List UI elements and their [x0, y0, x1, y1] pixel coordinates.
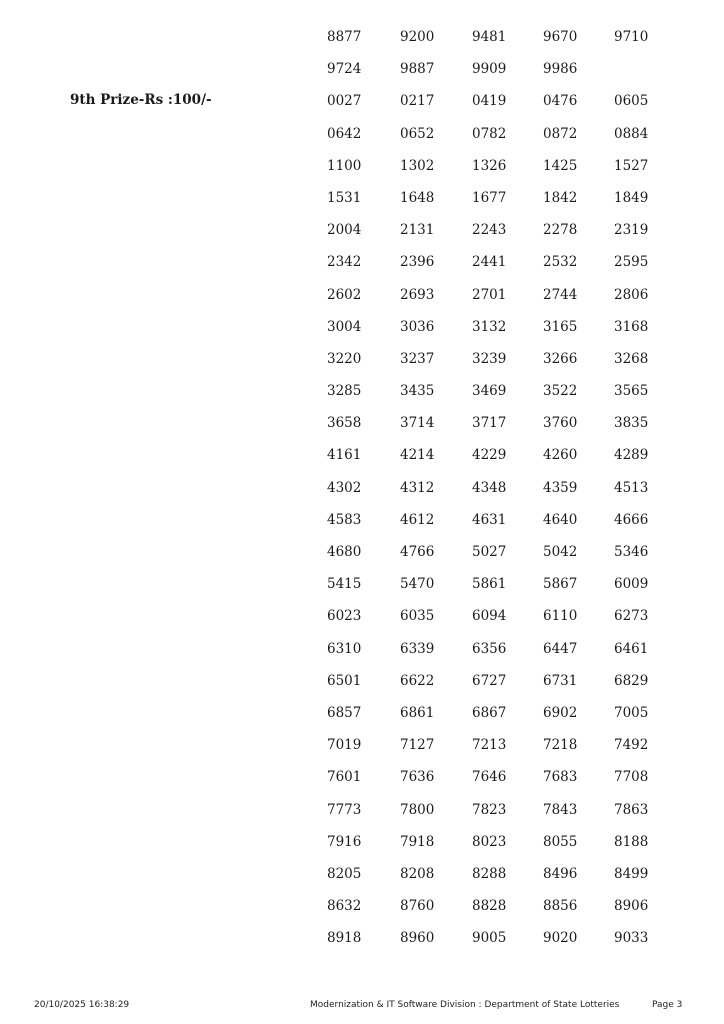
number-row: [327, 124, 687, 156]
winning-number: 7005: [614, 704, 649, 721]
number-row: [327, 864, 687, 896]
prize-heading: 9th Prize-Rs :100/-: [70, 92, 212, 108]
winning-number: 5346: [614, 544, 649, 560]
number-row: [327, 220, 687, 252]
winning-number: 8877: [327, 29, 362, 45]
winning-number: 6310: [327, 640, 362, 657]
winning-number: 7843: [543, 801, 578, 818]
winning-number: 2532: [543, 254, 578, 271]
winning-number: 4631: [472, 511, 507, 528]
winning-number: 4612: [400, 511, 435, 528]
winning-number: 7863: [614, 801, 649, 818]
winning-number: 5861: [472, 576, 507, 593]
winning-number: 3835: [614, 415, 649, 432]
winning-number: 4289: [614, 447, 649, 464]
winning-number: 2396: [400, 254, 435, 271]
winning-number: 1531: [327, 189, 362, 206]
winning-number: 3469: [472, 383, 507, 400]
number-row: [327, 349, 687, 381]
winning-number: 9020: [543, 930, 578, 947]
winning-number: 1527: [614, 157, 649, 174]
winning-number: 0872: [543, 125, 578, 142]
winning-number: 8960: [400, 930, 435, 947]
winning-number: 8023: [472, 833, 507, 850]
winning-number: 7492: [614, 737, 649, 754]
winning-number: 1100: [327, 157, 362, 174]
winning-number: 5470: [400, 576, 435, 593]
winning-number: 2441: [472, 254, 507, 271]
number-row: [327, 91, 687, 123]
number-row: [327, 896, 687, 928]
number-row: [327, 671, 687, 703]
number-row: [327, 156, 687, 188]
winning-number: 2701: [472, 286, 507, 303]
winning-number: 0605: [614, 93, 649, 110]
winning-number: 5867: [543, 576, 578, 593]
winning-number: 3717: [472, 415, 507, 432]
winning-number: 9200: [400, 29, 435, 45]
winning-number: 6731: [543, 672, 578, 689]
winning-number: 4513: [614, 479, 649, 496]
winning-number: 3004: [327, 318, 362, 335]
winning-number: 5415: [327, 576, 362, 593]
number-row: [327, 542, 687, 574]
winning-number: 9887: [400, 61, 435, 78]
winning-number: 3266: [543, 350, 578, 367]
winning-number: 4229: [472, 447, 507, 464]
winning-number: 3132: [472, 318, 507, 335]
winning-number: 7636: [400, 769, 435, 786]
winning-number: 3658: [327, 415, 362, 432]
winning-number: 2319: [614, 222, 649, 239]
winning-number: 8918: [327, 930, 362, 947]
winning-number: 8188: [614, 833, 649, 850]
number-row: [327, 413, 687, 445]
winning-number: 0642: [327, 125, 362, 142]
winning-number: 4302: [327, 479, 362, 496]
winning-number: 6035: [400, 608, 435, 625]
winning-number: 6902: [543, 704, 578, 721]
number-row: [327, 639, 687, 671]
number-row: [327, 478, 687, 510]
winning-number: 4161: [327, 447, 362, 464]
winning-number: 6622: [400, 672, 435, 689]
winning-number: 1849: [614, 189, 649, 206]
number-row: [327, 735, 687, 767]
number-row: [327, 510, 687, 542]
winning-number: 9033: [614, 930, 649, 947]
winning-number: 8208: [400, 865, 435, 882]
winning-number: 6829: [614, 672, 649, 689]
winning-number: 6023: [327, 608, 362, 625]
winning-number: 2806: [614, 286, 649, 303]
winning-number: 3565: [614, 383, 649, 400]
winning-number: 9710: [614, 29, 649, 45]
winning-number: 3435: [400, 383, 435, 400]
winning-number: 1302: [400, 157, 435, 174]
winning-number: 6110: [543, 608, 578, 625]
winning-number: 3237: [400, 350, 435, 367]
winning-number: 6861: [400, 704, 435, 721]
winning-number: 3220: [327, 350, 362, 367]
winning-number: 6356: [472, 640, 507, 657]
winning-number: 4640: [543, 511, 578, 528]
winning-number: 6447: [543, 640, 578, 657]
winning-number: 6867: [472, 704, 507, 721]
winning-number: 1677: [472, 189, 507, 206]
winning-number: 7773: [327, 801, 362, 818]
winning-number: 8906: [614, 898, 649, 915]
winning-number: 1326: [472, 157, 507, 174]
winning-number: 4312: [400, 479, 435, 496]
winning-number: 0782: [472, 125, 507, 142]
winning-number: 4766: [400, 544, 435, 560]
winning-number: 4348: [472, 479, 507, 496]
winning-numbers-grid: [327, 27, 687, 960]
winning-number: 7218: [543, 737, 578, 754]
winning-number: 3168: [614, 318, 649, 335]
winning-number: 4260: [543, 447, 578, 464]
winning-number: 4680: [327, 544, 362, 560]
winning-number: 1648: [400, 189, 435, 206]
number-row: [327, 703, 687, 735]
winning-number: 7019: [327, 737, 362, 754]
winning-number: 7708: [614, 769, 649, 786]
number-row: [327, 800, 687, 832]
winning-number: 8288: [472, 865, 507, 882]
winning-number: 0652: [400, 125, 435, 142]
winning-number: 8760: [400, 898, 435, 915]
winning-number: 7800: [400, 801, 435, 818]
winning-number: 2693: [400, 286, 435, 303]
winning-number: 8055: [543, 833, 578, 850]
winning-number: 6009: [614, 576, 649, 593]
winning-number: 8828: [472, 898, 507, 915]
winning-number: 2004: [327, 222, 362, 239]
winning-number: 3268: [614, 350, 649, 367]
winning-number: 6273: [614, 608, 649, 625]
winning-number: 7601: [327, 769, 362, 786]
winning-number: 9909: [472, 61, 507, 78]
winning-number: 5042: [543, 544, 578, 560]
winning-number: 2243: [472, 222, 507, 239]
winning-number: 9986: [543, 61, 578, 78]
winning-number: 7646: [472, 769, 507, 786]
winning-number: 2602: [327, 286, 362, 303]
winning-number: 1842: [543, 189, 578, 206]
number-row: [327, 445, 687, 477]
winning-number: 2342: [327, 254, 362, 271]
winning-number: 0419: [472, 93, 507, 110]
winning-number: 0027: [327, 93, 362, 110]
winning-number: 6094: [472, 608, 507, 625]
winning-number: 7127: [400, 737, 435, 754]
winning-number: 6501: [327, 672, 362, 689]
number-row: [327, 285, 687, 317]
number-row: [327, 27, 687, 59]
winning-number: 5027: [472, 544, 507, 560]
number-row: [327, 574, 687, 606]
winning-number: 4666: [614, 511, 649, 528]
winning-number: 6857: [327, 704, 362, 721]
winning-number: 8205: [327, 865, 362, 882]
winning-number: 3165: [543, 318, 578, 335]
number-row: [327, 59, 687, 91]
winning-number: 3760: [543, 415, 578, 432]
winning-number: 8856: [543, 898, 578, 915]
winning-number: 2744: [543, 286, 578, 303]
winning-number: 3522: [543, 383, 578, 400]
number-row: [327, 381, 687, 413]
number-row: [327, 317, 687, 349]
winning-number: 6727: [472, 672, 507, 689]
winning-number: 3036: [400, 318, 435, 335]
footer-page-number: Page 3: [652, 1000, 683, 1010]
winning-number: 0217: [400, 93, 435, 110]
footer-timestamp: 20/10/2025 16:38:29: [34, 1000, 130, 1010]
number-row: [327, 606, 687, 638]
winning-number: 3239: [472, 350, 507, 367]
winning-number: 8632: [327, 898, 362, 915]
winning-number: 7213: [472, 737, 507, 754]
winning-number: 9670: [543, 29, 578, 45]
winning-number: 2278: [543, 222, 578, 239]
number-row: [327, 832, 687, 864]
winning-number: 2595: [614, 254, 649, 271]
winning-number: 8496: [543, 865, 578, 882]
winning-number: 2131: [400, 222, 435, 239]
winning-number: 0476: [543, 93, 578, 110]
winning-number: 9005: [472, 930, 507, 947]
number-row: [327, 767, 687, 799]
winning-number: 7916: [327, 833, 362, 850]
winning-number: 7918: [400, 833, 435, 850]
winning-number: 1425: [543, 157, 578, 174]
winning-number: 7823: [472, 801, 507, 818]
number-row: [327, 252, 687, 284]
winning-number: 9481: [472, 29, 507, 45]
winning-number: 4583: [327, 511, 362, 528]
footer-division: Modernization & IT Software Division : Department of State Lotteries: [310, 1000, 620, 1010]
winning-number: 9724: [327, 61, 362, 78]
winning-number: 4359: [543, 479, 578, 496]
winning-number: 8499: [614, 865, 649, 882]
winning-number: 3714: [400, 415, 435, 432]
number-row: [327, 928, 687, 960]
winning-number: 7683: [543, 769, 578, 786]
winning-number: 6339: [400, 640, 435, 657]
winning-number: 0884: [614, 125, 649, 142]
winning-number: 4214: [400, 447, 435, 464]
number-row: [327, 188, 687, 220]
winning-number: 6461: [614, 640, 649, 657]
winning-number: 3285: [327, 383, 362, 400]
